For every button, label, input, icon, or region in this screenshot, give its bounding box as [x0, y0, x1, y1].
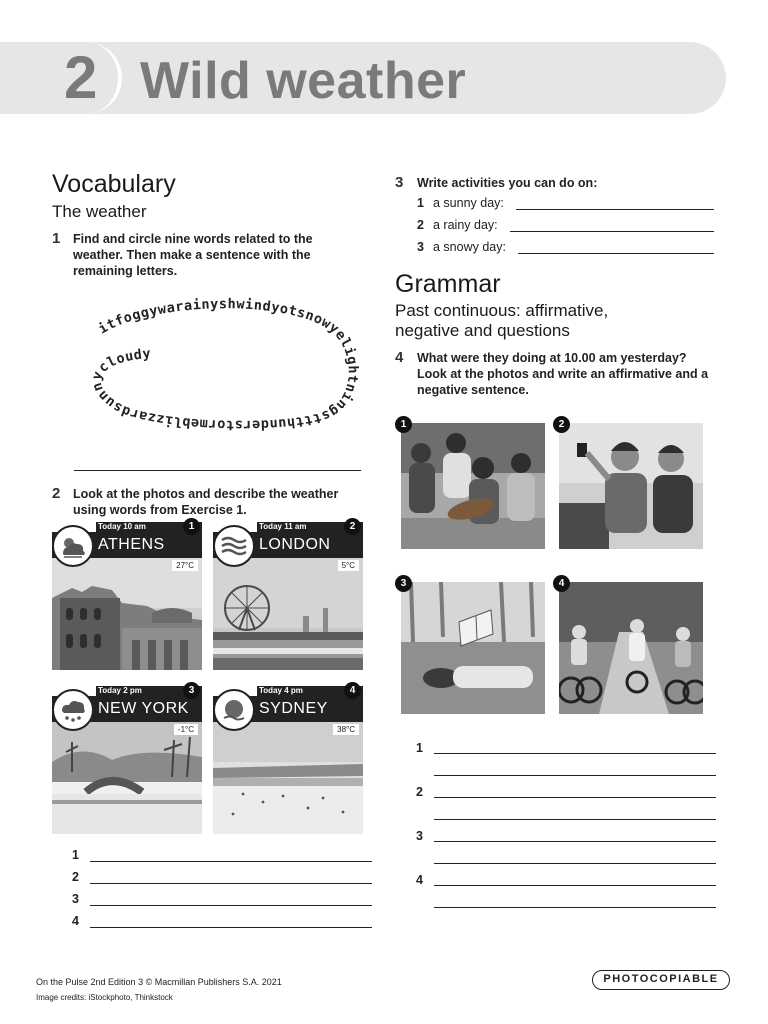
vocabulary-subheading: The weather: [52, 202, 147, 221]
exercise-3-item-number: 1: [417, 196, 424, 210]
card-number-badge: 1: [183, 518, 200, 535]
card-city: NEW YORK: [98, 700, 189, 717]
exercise-4-answer-line-4a[interactable]: [434, 885, 716, 886]
exercise-3-item-label: a sunny day:: [433, 196, 504, 210]
photo-number-badge: 2: [553, 416, 570, 433]
exercise-4-answer-line-3a[interactable]: [434, 841, 716, 842]
exercise-4-answer-number: 1: [416, 741, 423, 755]
copyright-line: On the Pulse 2nd Edition 3 © Macmillan Publishers S.A. 2021: [36, 977, 282, 987]
card-temperature: 38°C: [333, 724, 359, 735]
card-time: Today 10 am: [96, 522, 202, 532]
sydney-photo: [213, 722, 363, 834]
exercise-4-answer-number: 3: [416, 829, 423, 843]
exercise-2-answer-line-2[interactable]: [90, 883, 372, 884]
photo-number-badge: 3: [395, 575, 412, 592]
image-credits: Image credits: iStockphoto, Thinkstock: [36, 993, 173, 1002]
card-city: ATHENS: [98, 536, 165, 553]
exercise-4-answer-line-2b[interactable]: [434, 819, 716, 820]
weather-card-sydney: [213, 686, 363, 834]
card-number-badge: 4: [344, 682, 361, 699]
exercise-3-instructions: Write activities you can do on:: [417, 176, 598, 190]
svg-text:itfoggywarainyshwindyotsnowyel: [89, 296, 361, 433]
card-temperature: 5°C: [338, 560, 359, 571]
grammar-heading: Grammar: [395, 270, 501, 298]
card-time: Today 11 am: [257, 522, 363, 532]
london-photo: [213, 558, 363, 670]
word-loop-puzzle: [70, 288, 370, 438]
exercise-3-item-number: 2: [417, 218, 424, 232]
exercise-2-answer-line-3[interactable]: [90, 905, 372, 906]
exercise-1-instructions: Find and circle nine words related to the weather. Then make a sentence with the remaining letters.: [73, 232, 313, 278]
exercise-1-number: 1: [52, 230, 61, 247]
word-loop-letters: itfoggywarainyshwindyotsnowyelightningsttthunderstormeblizzardsunnycloudy: [88, 296, 361, 433]
card-city: LONDON: [259, 536, 331, 553]
exercise-1-answer-line[interactable]: [74, 470, 361, 471]
exercise-2-instructions: Look at the photos and describe the weather using words from Exercise 1.: [73, 487, 339, 517]
weather-card-london: [213, 522, 363, 670]
exercise-2-answer-line-4[interactable]: [90, 927, 372, 928]
exercise-4-answer-line-2a[interactable]: [434, 797, 716, 798]
grammar-subheading-line-2: negative and questions: [395, 321, 570, 340]
card-temperature: 27°C: [172, 560, 198, 571]
photo-number-badge: 4: [553, 575, 570, 592]
fog-icon: [213, 525, 255, 567]
photo-number-badge: 1: [395, 416, 412, 433]
exercise-3-answer-line-2[interactable]: [510, 231, 714, 232]
exercise-3-item-label: a rainy day:: [433, 218, 498, 232]
card-number-badge: 3: [183, 682, 200, 699]
exercise-2-answer-line-1[interactable]: [90, 861, 372, 862]
photo-girl-reading: [401, 582, 545, 714]
exercise-2-answer-number: 3: [72, 892, 79, 906]
card-number-badge: 2: [344, 518, 361, 535]
partly-cloudy-icon: [52, 525, 94, 567]
exercise-2-number: 2: [52, 485, 61, 502]
exercise-4-answer-line-4b[interactable]: [434, 907, 716, 908]
exercise-3-answer-line-1[interactable]: [516, 209, 714, 210]
exercise-3-item-number: 3: [417, 240, 424, 254]
weather-card-athens: [52, 522, 202, 670]
weather-card-new-york: [52, 686, 202, 834]
exercise-2-answer-number: 4: [72, 914, 79, 928]
grammar-subheading-line-1: Past continuous: affirmative,: [395, 301, 609, 320]
exercise-2-answer-number: 2: [72, 870, 79, 884]
card-time: Today 4 pm: [257, 686, 363, 696]
vocabulary-heading: Vocabulary: [52, 170, 176, 198]
sun-cloud-icon: [213, 689, 255, 731]
new-york-photo: [52, 722, 202, 834]
exercise-4-answer-number: 4: [416, 873, 423, 887]
exercise-2-answer-number: 1: [72, 848, 79, 862]
exercise-4-answer-line-3b[interactable]: [434, 863, 716, 864]
page-title: Wild weather: [140, 52, 467, 110]
exercise-4-instructions: What were they doing at 10.00 am yesterday? Look at the photos and write an affirmative and a negative sentence.: [417, 351, 709, 397]
exercise-3-number: 3: [395, 174, 404, 191]
exercise-4-answer-line-1b[interactable]: [434, 775, 716, 776]
photo-family-cycling: [559, 582, 703, 714]
photocopiable-badge: PHOTOCOPIABLE: [592, 970, 730, 990]
exercise-3-item-label: a snowy day:: [433, 240, 506, 254]
photo-friends-guitar: [401, 423, 545, 549]
snow-cloud-icon: [52, 689, 94, 731]
card-city: SYDNEY: [259, 700, 328, 717]
photo-boys-selfie: [559, 423, 703, 549]
athens-photo: [52, 558, 202, 670]
exercise-4-answer-line-1a[interactable]: [434, 753, 716, 754]
exercise-4-answer-number: 2: [416, 785, 423, 799]
unit-number: 2: [64, 44, 98, 111]
exercise-3-answer-line-3[interactable]: [518, 253, 714, 254]
card-time: Today 2 pm: [96, 686, 202, 696]
exercise-4-number: 4: [395, 349, 404, 366]
unit-tab: [0, 42, 122, 114]
card-temperature: -1°C: [174, 724, 198, 735]
